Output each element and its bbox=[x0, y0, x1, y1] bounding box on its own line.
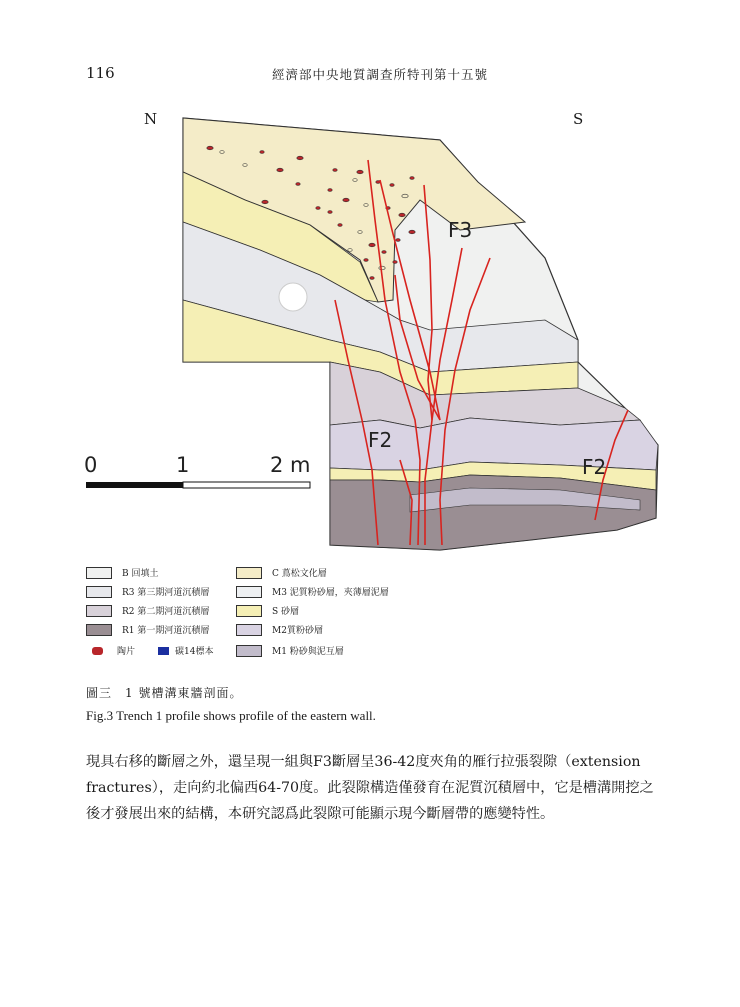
legend-label-B: B 回填土 bbox=[122, 569, 159, 579]
sherd-mark bbox=[382, 251, 386, 254]
legend-item-M3 bbox=[236, 585, 389, 598]
page-number: 116 bbox=[86, 64, 115, 82]
legend-item-R2 bbox=[86, 604, 209, 617]
fault-label-f3: F3 bbox=[448, 218, 473, 242]
sherd-mark bbox=[262, 200, 268, 204]
body-paragraph: 現具右移的斷層之外，還呈現一組與F3斷層呈36-42度夾角的雁行拉張裂隙（extension fractures），走向約北偏西64-70度。此裂隙構造僅發育在泥質沉積層中，它是槽溝開挖之後才發展出來的結構，本研究認爲此裂隙可能顯示現今斷層帶的應變特性。 bbox=[86, 754, 654, 822]
legend-swatch-C bbox=[236, 567, 262, 579]
sherd-mark bbox=[399, 213, 405, 217]
legend-item-c14 bbox=[158, 644, 213, 657]
sherd-mark bbox=[343, 198, 349, 202]
scale-bar-white bbox=[183, 482, 310, 488]
legend-swatch-M3 bbox=[236, 586, 262, 598]
body-paragraph-container bbox=[86, 749, 656, 827]
sherd-mark bbox=[297, 156, 303, 160]
legend-swatch-R2 bbox=[86, 605, 112, 617]
sherd-mark bbox=[364, 259, 368, 262]
legend-label-M2: M2質粉砂層 bbox=[272, 626, 323, 636]
sherd-mark bbox=[338, 224, 342, 227]
sherd-mark bbox=[410, 177, 414, 180]
c14-sample-icon bbox=[158, 647, 169, 655]
sherd-mark bbox=[370, 277, 374, 280]
legend-label-M1: M1 粉砂與泥互層 bbox=[272, 647, 344, 657]
sherd-mark bbox=[393, 261, 397, 264]
legend-swatch-R1 bbox=[86, 624, 112, 636]
legend-label-C: C 蔦松文化層 bbox=[272, 569, 327, 579]
legend-item-S bbox=[236, 604, 299, 617]
legend-swatch-S bbox=[236, 605, 262, 617]
scale-tick-1: 1 bbox=[176, 453, 190, 477]
figure-caption-chinese: 圖三 1 號槽溝東牆剖面。 bbox=[86, 686, 243, 700]
sherd-mark bbox=[328, 189, 332, 192]
legend-item-C bbox=[236, 566, 327, 579]
legend-swatch-R3 bbox=[86, 586, 112, 598]
sherd-mark bbox=[390, 184, 394, 187]
legend-label-S: S 砂層 bbox=[272, 607, 300, 617]
legend-label-R3: R3 第三期河道沉積層 bbox=[122, 588, 210, 598]
scale-tick-2m: 2 m bbox=[270, 453, 311, 477]
sherd-mark bbox=[296, 183, 300, 186]
legend-swatch-B bbox=[86, 567, 112, 579]
sherd-mark bbox=[396, 239, 400, 242]
legend-label-c14: 碳14標本 bbox=[175, 647, 214, 657]
legend-label-sherd: 陶片 bbox=[117, 647, 136, 657]
sherd-mark bbox=[333, 169, 337, 172]
compass-north: N bbox=[144, 110, 158, 128]
sherd-mark bbox=[369, 243, 375, 247]
legend-item-R3 bbox=[86, 585, 209, 598]
sherd-icon bbox=[92, 647, 103, 655]
legend-swatch-M2 bbox=[236, 624, 262, 636]
sherd-mark bbox=[328, 211, 332, 214]
legend-item-R1 bbox=[86, 623, 209, 636]
legend-item-M1 bbox=[236, 644, 344, 657]
fault-label-f2-right: F2 bbox=[582, 455, 607, 479]
compass-south: S bbox=[573, 110, 584, 128]
sherd-mark bbox=[357, 170, 363, 174]
sherd-mark bbox=[207, 146, 213, 150]
scale-bar bbox=[84, 453, 311, 488]
fault-label-f2-left: F2 bbox=[368, 428, 393, 452]
legend-item-sherd bbox=[92, 644, 135, 657]
scale-tick-0: 0 bbox=[84, 453, 98, 477]
legend-label-M3: M3 泥質粉砂層，夾薄層泥層 bbox=[272, 588, 389, 598]
legend-label-R1: R1 第一期河道沉積層 bbox=[122, 626, 210, 636]
layer-R1 bbox=[330, 475, 656, 550]
sherd-mark bbox=[409, 230, 415, 234]
figure-caption-english: Fig.3 Trench 1 profile shows profile of the eastern wall. bbox=[86, 708, 376, 723]
sherd-mark bbox=[277, 168, 283, 172]
legend-label-R2: R2 第二期河道沉積層 bbox=[122, 607, 210, 617]
scale-bar-black bbox=[86, 482, 183, 488]
sherd-mark bbox=[260, 151, 264, 154]
legend-item-B bbox=[86, 566, 158, 579]
running-title: 經濟部中央地質調查所特刊第十五號 bbox=[272, 67, 489, 82]
legend-item-M2 bbox=[236, 623, 323, 636]
legend-swatch-M1 bbox=[236, 645, 262, 657]
sherd-mark bbox=[316, 207, 320, 210]
circle-marker bbox=[279, 283, 307, 311]
